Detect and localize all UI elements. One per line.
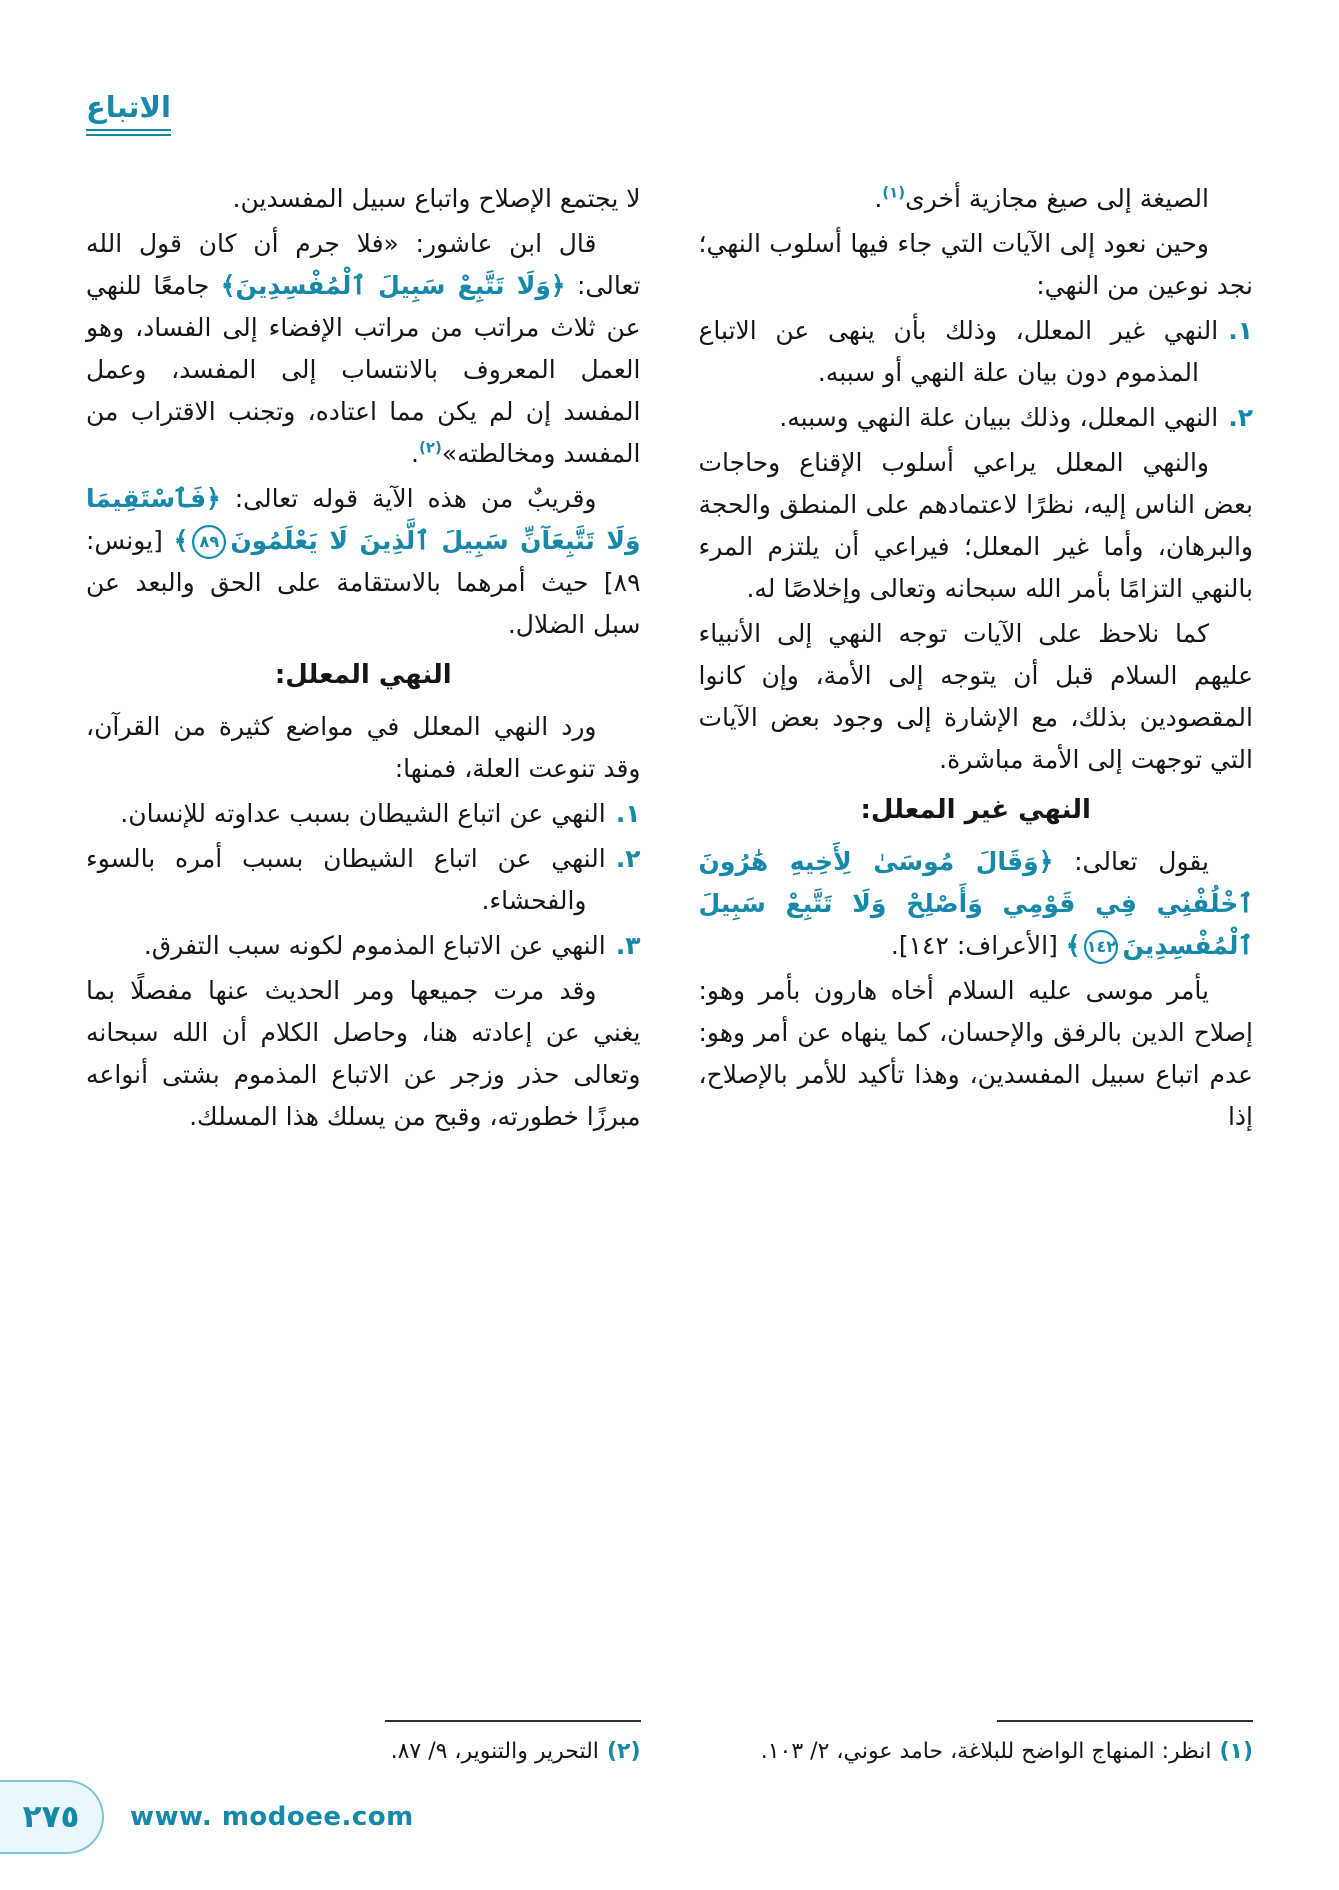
- paragraph: [699, 613, 1254, 781]
- body-text: قال ابن عاشور: «فلا جرم أن كان قول الله تعالى:: [86, 229, 641, 300]
- verse-reference: [يونس: ٨٩]: [86, 526, 641, 597]
- quran-verse: ﴿وَقَالَ مُوسَىٰ لِأَخِيهِ هَٰرُونَ ٱخْلُفْنِي فِي قَوْمِي وَأَصْلِحْ وَلَا تَتَّبِعْ سَبِيلَ ٱلْمُفْسِدِينَ: [698, 846, 1253, 960]
- body-text: النهي المعلل، وذلك ببيان علة النهي وسببه.: [779, 403, 1219, 432]
- body-text: ورد النهي المعلل في مواضع كثيرة من القرآن، وقد تنوعت العلة، فمنها:: [86, 711, 641, 783]
- body-text: النهي عن اتباع الشيطان بسبب أمره بالسوء والفحشاء.: [86, 843, 606, 915]
- numbered-item: [86, 793, 641, 835]
- section-heading: [86, 654, 641, 698]
- page-number-tab: [0, 1780, 104, 1854]
- list-number: ٢.: [615, 843, 641, 873]
- footnote-text: انظر: المنهاج الواضح للبلاغة، حامد عوني، ٢/ ١٠٣.: [760, 1739, 1212, 1765]
- numbered-item: [86, 838, 641, 922]
- paragraph: [86, 178, 641, 220]
- footnote-number: (١): [1219, 1739, 1253, 1765]
- body-text: والنهي المعلل يراعي أسلوب الإقناع وحاجات بعض الناس إليه، نظرًا لاعتمادهم على المنطق والحجة والبرهان، وأما غير المعلل؛ فيراعي أن يلتزم المرء بالنهي التزامًا بأمر الله سبحانه وتعالى وإخلاصًا له.: [698, 448, 1253, 603]
- footnotes-left: [86, 1720, 641, 1770]
- list-number: ١.: [1228, 316, 1253, 345]
- footnote-separator: [997, 1720, 1253, 1722]
- paragraph: [699, 841, 1254, 967]
- footnote: [86, 1734, 641, 1770]
- quran-verse: ﴿فَٱسْتَقِيمَا وَلَا تَتَّبِعَآنِّ سَبِيلَ ٱلَّذِينَ لَا يَعْلَمُونَ: [86, 484, 641, 555]
- column-left-body: [86, 178, 641, 1708]
- body-text: وقد مرت جميعها ومر الحديث عنها مفصلًا بما يغني عن إعادته هنا، وحاصل الكلام أن الله سبحانه وتعالى حذر وزجر عن الاتباع المذموم بشتى أنواعه مبرزًا خطورته، وقبح من يسلك هذا المسلك.: [86, 975, 641, 1131]
- quran-verse: ﴿وَلَا تَتَّبِعْ سَبِيلَ ٱلْمُفْسِدِينَ﴾: [220, 271, 566, 300]
- page-number: ٢٧٥: [22, 1799, 80, 1835]
- body-text: لا يجتمع الإصلاح واتباع سبيل المفسدين.: [232, 184, 641, 213]
- body-text: النهي غير المعلل، وذلك بأن ينهى عن الاتباع المذموم دون بيان علة النهي أو سببه.: [698, 316, 1219, 387]
- body-text: .: [411, 439, 419, 468]
- footnote-text: التحرير والتنوير، ٩/ ٨٧.: [390, 1739, 599, 1765]
- paragraph: [699, 178, 1254, 220]
- body-text: وحين نعود إلى الآيات التي جاء فيها أسلوب النهي؛ نجد نوعين من النهي:: [698, 229, 1253, 300]
- body-text: كما نلاحظ على الآيات توجه النهي إلى الأنبياء عليهم السلام قبل أن يتوجه إلى الأمة، وإن كانوا المقصودين بذلك، مع الإشارة إلى وجود بعض الآيات التي توجهت إلى الأمة مباشرة.: [698, 619, 1253, 774]
- footnotes-right: [699, 1720, 1254, 1770]
- list-number: ٣.: [615, 930, 641, 960]
- paragraph: [699, 223, 1254, 307]
- body-text: وقريبٌ من هذه الآية قوله تعالى:: [220, 484, 597, 513]
- body-text: جامعًا للنهي عن ثلاث مراتب من مراتب الإفضاء إلى الفساد، وهو العمل المعروف بالانتساب إلى المفسد، وعمل المفسد إن لم يكن مما اعتاده، وتجنب الاقتراب من المفسد ومخالطته»: [86, 271, 641, 468]
- numbered-item: [699, 397, 1254, 439]
- paragraph: [86, 478, 641, 646]
- footnote: [699, 1734, 1254, 1770]
- paragraph: [86, 970, 641, 1138]
- footnote-number: (٢): [606, 1739, 641, 1765]
- ayah-number-medallion: ١٤٢: [1084, 930, 1118, 964]
- body-text: يأمر موسى عليه السلام أخاه هارون بأمر وهو: إصلاح الدين بالرفق والإحسان، كما ينهاه عن أمر وهو: عدم اتباع سبيل المفسدين، وهذا تأكيد للأمر بالإصلاح، إذا: [698, 975, 1253, 1131]
- text-columns: [86, 178, 1253, 1770]
- body-text: النهي عن الاتباع المذموم لكونه سبب التفرق.: [143, 930, 606, 960]
- body-text: حيث أمرهما بالاستقامة على الحق والبعد عن سبل الضلال.: [86, 568, 641, 639]
- paragraph: [699, 970, 1254, 1138]
- footnote-marker: (٢): [419, 438, 442, 457]
- ayah-number-medallion: ٨٩: [192, 525, 226, 559]
- body-text: .: [874, 184, 883, 213]
- column-right-body: [699, 178, 1254, 1708]
- list-number: ٢.: [1228, 403, 1253, 432]
- footnote-separator: [385, 1720, 641, 1722]
- quran-verse: ﴾: [173, 526, 189, 555]
- page-header: [86, 90, 171, 131]
- body-text: النهي غير المعلل:: [860, 795, 1091, 825]
- numbered-item: [699, 310, 1254, 394]
- verse-reference: [الأعراف: ١٤٢].: [890, 930, 1066, 960]
- column-left: [86, 178, 641, 1770]
- column-right: [699, 178, 1254, 1770]
- list-number: ١.: [615, 798, 641, 828]
- quran-verse: ﴾: [1065, 930, 1081, 960]
- paragraph: [699, 442, 1254, 610]
- body-text: الصيغة إلى صيغ مجازية أخرى: [905, 184, 1209, 213]
- paragraph: [86, 223, 641, 475]
- footnote-marker: (١): [882, 183, 906, 202]
- paragraph: [86, 706, 641, 790]
- numbered-item: [86, 925, 641, 967]
- body-text: النهي عن اتباع الشيطان بسبب عداوته للإنسان.: [120, 798, 606, 828]
- body-text: النهي المعلل:: [274, 660, 452, 690]
- body-text: يقول تعالى:: [1053, 846, 1209, 876]
- website-link: www. modoee.com: [130, 1802, 414, 1832]
- header-title: الاتباع: [86, 90, 171, 131]
- section-heading: [699, 789, 1254, 833]
